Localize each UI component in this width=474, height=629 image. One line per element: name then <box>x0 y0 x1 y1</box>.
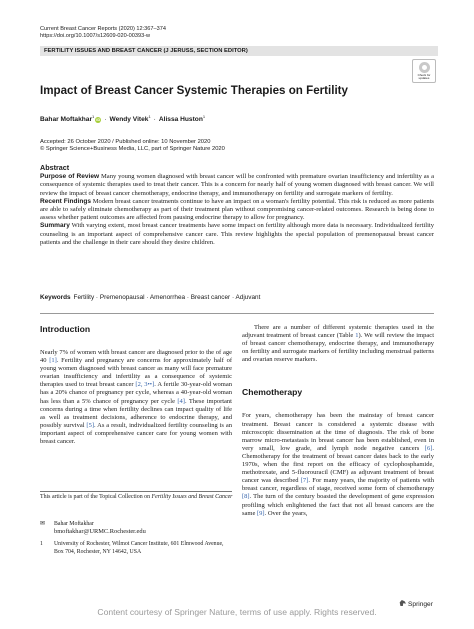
doi-link[interactable]: https://doi.org/10.1007/s12609-020-00393-w <box>40 33 151 39</box>
article-title: Impact of Breast Cancer Systemic Therapies on Fertility <box>40 84 348 97</box>
right-column <box>242 324 434 518</box>
author-name[interactable]: Wendy Vitek <box>109 116 149 124</box>
abstract-label: Recent Findings <box>40 197 91 205</box>
crossmark-label-line: Check for <box>417 72 431 77</box>
journal-reference <box>40 26 166 40</box>
section-banner: FERTILITY ISSUES AND BREAST CANCER (J JERUSS, SECTION EDITOR) <box>40 46 438 56</box>
text-run: For years, chemotherapy has been the mainstay of breast cancer treatment. Breast cancer is considered a systemic disease with microscopic dissemination at the time of diagnosis. The risk of bone marrow micro-metastasis in breast cancer has been established, even in very small, low grade, and lymph node negative cancers <box>242 412 434 452</box>
body-paragraph <box>40 349 232 446</box>
affiliation-number: 1 <box>40 541 43 548</box>
text-run: . The turn of the century boasted the development of gene expression profiling which enlightened the fact that not all breast cancers are the same <box>242 493 434 517</box>
author-information <box>40 521 232 556</box>
abstract-label: Purpose of Review <box>40 173 100 181</box>
divider <box>40 313 434 314</box>
footnote-divider <box>40 491 232 492</box>
text-run: Nearly 7% of women with breast cancer are diagnosed prior to the of age 40 <box>40 349 232 365</box>
mail-icon: ✉ <box>40 521 45 527</box>
body-paragraph <box>242 412 434 517</box>
author-affiliation-marker: 1 <box>148 114 151 119</box>
topical-collection-note <box>40 494 236 501</box>
citation-link[interactable]: [5] <box>86 421 95 429</box>
text-run: There are a number of different systemic therapies used in the adjuvant treatment of breast cancer (Table <box>242 324 434 340</box>
text-run: . Over the years, <box>264 509 308 517</box>
author-separator: · <box>153 116 156 124</box>
keywords-label: Keywords <box>40 294 71 301</box>
crossmark-label-line: updates <box>418 75 430 80</box>
author-affiliation-marker: 1 <box>92 114 95 119</box>
corresponding-author-email[interactable]: bmoftakhar@URMC.Rochester.edu <box>54 528 146 536</box>
abstract-paragraph <box>40 222 434 247</box>
text-run: ). We will review the impact of breast cancer chemotherapy, endocrine therapy, and immunotherapy on fertility and surrogate markers of fertility including menstrual patterns and ovarian reserve markers. <box>242 332 434 364</box>
abstract-text: Many young women diagnosed with breast cancer will be confronted with premature ovarian insufficiency and infertility as a consequence of systemic therapies used to treat their cancer. This is a concern for nearly half of young women diagnosed with breast cancer. We will review the impact of breast cancer chemotherapy, endocrine therapy, and immunotherapy on fertility and surrogate markers of fertility. <box>40 173 434 197</box>
abstract-paragraph <box>40 173 434 198</box>
citation-link[interactable]: [1] <box>49 357 57 365</box>
topical-prefix: This article is part of the Topical Collection on <box>40 494 152 500</box>
corresponding-author-details <box>54 521 146 535</box>
keywords-list: Fertility · Premenopausal · Amenorrhea · Breast cancer · Adjuvant <box>73 294 261 301</box>
orcid-icon[interactable]: iD <box>96 117 101 123</box>
abstract-text: With varying extent, most breast cancer treatments have some impact on fertility although more data is necessary. Individualized fertility counseling is an important aspect of comprehensive cancer care. This review highlights the special population of premenopausal breast cancer patients and the challenge in their care should they desire children. <box>40 222 434 246</box>
text-run: . These important concerns during a time when fertility declines can impact quality of life as well as treatment decisions, adherence to endocrine therapy, and possibly survival <box>40 397 232 429</box>
affiliation-text: University of Rochester, Wilmot Cancer Institute, 601 Elmwood Avenue, Box 704, Rochester, NY 14642, USA <box>54 541 224 555</box>
left-column <box>40 324 232 446</box>
check-for-updates-badge[interactable] <box>412 59 436 83</box>
dates-line: Accepted: 26 October 2020 / Published online: 10 November 2020 <box>40 139 211 145</box>
corresponding-author-name: Bahar Moftakhar <box>54 521 94 527</box>
text-run: . Fertility and pregnancy are concerns for approximately half of young women diagnosed with breast cancer as many will face premature ovarian insufficiency and infertility as a consequence of systemic therapies used to treat breast cancer <box>40 357 233 389</box>
abstract-label: Summary <box>40 222 70 230</box>
copyright-line: © Springer Science+Business Media, LLC, part of Springer Nature 2020 <box>40 146 225 152</box>
crossmark-label <box>418 74 431 81</box>
abstract-paragraph <box>40 198 434 223</box>
body-paragraph <box>242 324 434 364</box>
publisher-name: Springer <box>408 601 433 608</box>
abstract <box>40 164 434 247</box>
author-name[interactable]: Bahar Moftakhar <box>40 116 93 124</box>
citation-link[interactable]: [8] <box>242 493 250 501</box>
citation-link[interactable]: [7] <box>300 477 309 485</box>
keywords <box>40 294 434 302</box>
abstract-text: Modern breast cancer treatments continue to have an impact on a woman's fertility potential. This risk is reduced as more patients are able to safely eliminate chemotherapy as part of their treatment plan without compromising cancer-related outcomes. Research is being done to assess whether patient outcomes are affected from pausing endocrine therapy to allow for pregnancy. <box>40 197 434 222</box>
citation-link[interactable]: 1 <box>355 332 359 340</box>
topical-collection-link[interactable]: Fertility Issues and Breast Cancer <box>151 494 233 500</box>
author-affiliation-marker: 1 <box>202 114 206 119</box>
journal-citation: Current Breast Cancer Reports (2020) 12:367–374 <box>40 26 166 32</box>
citation-link[interactable]: [2, 3••] <box>135 381 155 389</box>
author-list <box>40 113 205 124</box>
publication-dates <box>40 139 225 153</box>
text-run: . As a result, individualized fertility counseling is an important aspect of comprehensive cancer care for young women with breast cancer. <box>40 421 232 446</box>
section-heading: Introduction <box>40 324 91 334</box>
citation-link[interactable]: [6] <box>424 444 433 452</box>
text-run: . A fertile 30-year-old woman has a 20% chance of pregnancy per cycle, whereas a 40-year-old woman has less than a 5% chance of pregnancy per cycle <box>40 381 232 405</box>
text-run: . Chemotherapy for the treatment of breast cancer dates back to the early 1970s, when the first report on the efficacy of cyclophosphamide, methotrexate, and 5-fluorouracil (CMF) as adjuvant treatment of breast cancer was described <box>242 444 434 485</box>
affiliation <box>40 541 232 556</box>
corresponding-author <box>40 521 232 535</box>
text-run: . For many years, the majority of patients with breast cancer, regardless of stage, received some form of chemotherapy <box>242 477 434 493</box>
citation-link[interactable]: [4] <box>177 397 185 405</box>
courtesy-watermark: Content courtesy of Springer Nature, terms of use apply. Rights reserved. <box>97 607 377 617</box>
abstract-heading: Abstract <box>40 163 70 172</box>
section-heading: Chemotherapy <box>242 387 303 398</box>
springer-horse-icon <box>399 600 406 606</box>
citation-link[interactable]: [9] <box>256 509 265 517</box>
crossmark-icon <box>419 62 430 73</box>
author-separator: · <box>104 116 107 124</box>
author-name[interactable]: Alissa Huston <box>158 116 203 124</box>
